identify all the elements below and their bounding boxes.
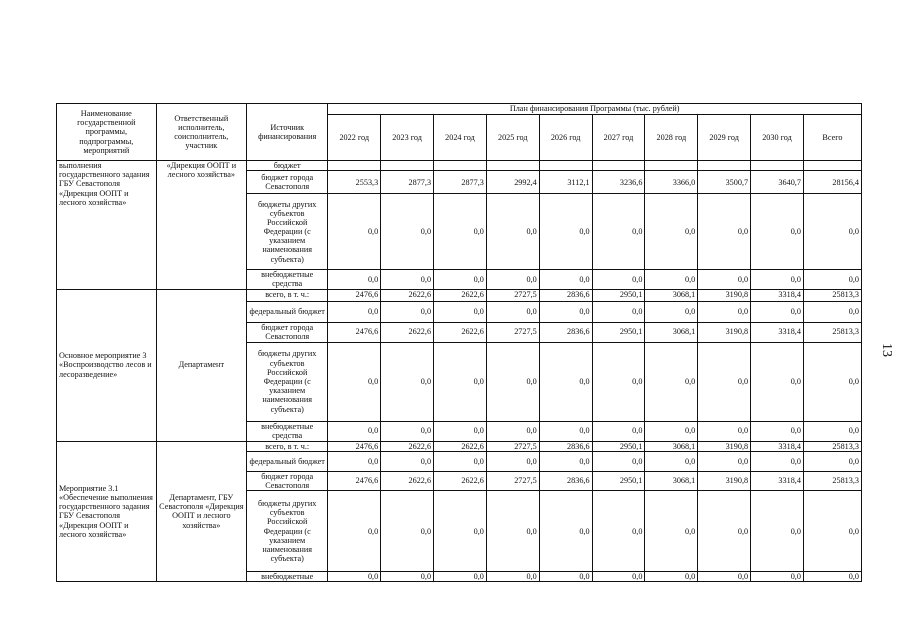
amount-cell: 0,0	[698, 451, 751, 471]
amount-cell: 0,0	[328, 301, 381, 322]
amount-cell: 0,0	[592, 451, 645, 471]
funding-source: всего, в т. ч.:	[247, 441, 328, 451]
funding-source: внебюджетные средства	[247, 270, 328, 289]
amount-cell: 3190,8	[698, 471, 751, 490]
table-row	[57, 161, 862, 171]
amount-cell: 2950,1	[592, 441, 645, 451]
amount-cell: 3318,4	[751, 441, 804, 451]
amount-cell: 0,0	[645, 451, 698, 471]
amount-cell: 0,0	[486, 301, 539, 322]
amount-cell: 0,0	[381, 451, 434, 471]
amount-cell: 0,0	[698, 342, 751, 421]
amount-cell	[539, 161, 592, 171]
amount-cell: 0,0	[539, 491, 592, 572]
header-year: 2029 год	[698, 115, 751, 161]
header-executor: Ответственный исполнитель, соисполнитель, участник	[156, 104, 246, 161]
amount-cell: 0,0	[803, 421, 861, 441]
amount-cell: 0,0	[803, 451, 861, 471]
amount-cell: 0,0	[434, 270, 487, 289]
header-year: 2023 год	[381, 115, 434, 161]
amount-cell: 0,0	[751, 491, 804, 572]
amount-cell	[751, 161, 804, 171]
program-name: Основное мероприятие 3 «Воспроизводство лесов и лесоразведение»	[57, 289, 157, 441]
amount-cell	[381, 161, 434, 171]
amount-cell: 0,0	[328, 491, 381, 572]
amount-cell: 0,0	[381, 572, 434, 582]
amount-cell: 0,0	[645, 421, 698, 441]
amount-cell: 0,0	[645, 572, 698, 582]
amount-cell: 2992,4	[486, 171, 539, 194]
page-number: 13	[879, 343, 894, 357]
amount-cell	[328, 161, 381, 171]
amount-cell: 0,0	[434, 301, 487, 322]
amount-cell: 25813,3	[803, 471, 861, 490]
amount-cell: 0,0	[751, 421, 804, 441]
amount-cell: 28156,4	[803, 171, 861, 194]
amount-cell: 0,0	[486, 194, 539, 270]
amount-cell: 2727,5	[486, 322, 539, 342]
amount-cell: 3190,8	[698, 441, 751, 451]
header-plan-title: План финансирования Программы (тыс. рублей)	[328, 104, 862, 115]
executor-name: Департамент	[156, 289, 246, 441]
header-year: 2025 год	[486, 115, 539, 161]
amount-cell: 3640,7	[751, 171, 804, 194]
amount-cell: 2836,6	[539, 441, 592, 451]
amount-cell: 0,0	[751, 270, 804, 289]
amount-cell: 3068,1	[645, 289, 698, 301]
funding-source: бюджет	[247, 161, 328, 171]
amount-cell: 2877,3	[434, 171, 487, 194]
amount-cell: 3318,4	[751, 289, 804, 301]
amount-cell: 2950,1	[592, 322, 645, 342]
amount-cell: 2950,1	[592, 289, 645, 301]
amount-cell: 2476,6	[328, 322, 381, 342]
amount-cell: 2950,1	[592, 471, 645, 490]
amount-cell: 2877,3	[381, 171, 434, 194]
amount-cell: 0,0	[592, 421, 645, 441]
amount-cell: 3318,4	[751, 471, 804, 490]
amount-cell: 0,0	[698, 491, 751, 572]
funding-source: федеральный бюджет	[247, 301, 328, 322]
amount-cell: 2476,6	[328, 289, 381, 301]
amount-cell: 0,0	[645, 491, 698, 572]
amount-cell: 0,0	[486, 270, 539, 289]
table-row	[57, 441, 862, 451]
amount-cell: 0,0	[381, 491, 434, 572]
amount-cell: 0,0	[328, 270, 381, 289]
amount-cell	[698, 161, 751, 171]
amount-cell: 0,0	[539, 421, 592, 441]
amount-cell: 0,0	[803, 572, 861, 582]
amount-cell: 0,0	[381, 421, 434, 441]
amount-cell: 0,0	[539, 342, 592, 421]
header-year: Всего	[803, 115, 861, 161]
amount-cell: 0,0	[803, 194, 861, 270]
amount-cell	[592, 161, 645, 171]
amount-cell: 3500,7	[698, 171, 751, 194]
amount-cell: 3068,1	[645, 441, 698, 451]
amount-cell: 0,0	[803, 270, 861, 289]
amount-cell: 3318,4	[751, 322, 804, 342]
amount-cell: 0,0	[592, 491, 645, 572]
header-year: 2022 год	[328, 115, 381, 161]
amount-cell: 2553,3	[328, 171, 381, 194]
amount-cell: 0,0	[486, 572, 539, 582]
amount-cell: 0,0	[434, 491, 487, 572]
amount-cell: 0,0	[328, 421, 381, 441]
amount-cell: 0,0	[698, 572, 751, 582]
amount-cell: 0,0	[486, 421, 539, 441]
amount-cell: 0,0	[751, 301, 804, 322]
funding-source: бюджет города Севастополя	[247, 171, 328, 194]
amount-cell: 25813,3	[803, 441, 861, 451]
header-year: 2026 год	[539, 115, 592, 161]
header-source: Источник финансирования	[247, 104, 328, 161]
amount-cell: 0,0	[803, 301, 861, 322]
amount-cell: 2836,6	[539, 322, 592, 342]
executor-name: Департамент, ГБУ Севастополя «Дирекция ООПТ и лесного хозяйства»	[156, 441, 246, 582]
amount-cell: 0,0	[645, 270, 698, 289]
amount-cell	[803, 161, 861, 171]
amount-cell: 2622,6	[381, 322, 434, 342]
header-year: 2030 год	[751, 115, 804, 161]
amount-cell	[434, 161, 487, 171]
amount-cell: 0,0	[539, 194, 592, 270]
amount-cell: 25813,3	[803, 289, 861, 301]
amount-cell	[486, 161, 539, 171]
funding-source: бюджеты других субъектов Российской Федерации (с указанием наименования субъекта)	[247, 194, 328, 270]
amount-cell: 25813,3	[803, 322, 861, 342]
amount-cell: 2727,5	[486, 441, 539, 451]
amount-cell: 2476,6	[328, 471, 381, 490]
amount-cell: 2622,6	[381, 471, 434, 490]
amount-cell: 0,0	[328, 342, 381, 421]
header-year: 2027 год	[592, 115, 645, 161]
funding-source: бюджеты других субъектов Российской Федерации (с указанием наименования субъекта)	[247, 342, 328, 421]
funding-source: бюджеты других субъектов Российской Федерации (с указанием наименования субъекта)	[247, 491, 328, 572]
amount-cell: 0,0	[803, 342, 861, 421]
amount-cell: 0,0	[751, 451, 804, 471]
amount-cell: 2476,6	[328, 441, 381, 451]
funding-source: бюджет города Севастополя	[247, 471, 328, 490]
amount-cell: 0,0	[592, 342, 645, 421]
amount-cell: 0,0	[328, 572, 381, 582]
amount-cell: 3190,8	[698, 289, 751, 301]
amount-cell: 0,0	[698, 421, 751, 441]
amount-cell: 3112,1	[539, 171, 592, 194]
executor-name: «Дирекция ООПТ и лесного хозяйства»	[156, 161, 246, 290]
amount-cell: 0,0	[434, 451, 487, 471]
program-name: Мероприятие 3.1 «Обеспечение выполнения государственного задания ГБУ Севастополя «Дирекция ООПТ и лесного хозяйства»	[57, 441, 157, 582]
amount-cell: 2622,6	[434, 322, 487, 342]
amount-cell: 0,0	[434, 342, 487, 421]
program-name: выполнения государственного задания ГБУ Севастополя «Дирекция ООПТ и лесного хозяйства»	[57, 161, 157, 290]
amount-cell: 3236,6	[592, 171, 645, 194]
funding-source: бюджет города Севастополя	[247, 322, 328, 342]
amount-cell	[645, 161, 698, 171]
amount-cell: 0,0	[328, 451, 381, 471]
amount-cell: 0,0	[592, 270, 645, 289]
amount-cell: 0,0	[592, 572, 645, 582]
amount-cell: 0,0	[434, 194, 487, 270]
amount-cell: 0,0	[698, 194, 751, 270]
amount-cell: 0,0	[486, 342, 539, 421]
amount-cell: 3068,1	[645, 322, 698, 342]
amount-cell: 3068,1	[645, 471, 698, 490]
amount-cell: 2622,6	[381, 289, 434, 301]
amount-cell: 2727,5	[486, 289, 539, 301]
amount-cell: 0,0	[486, 451, 539, 471]
amount-cell: 0,0	[751, 342, 804, 421]
amount-cell: 2622,6	[434, 289, 487, 301]
amount-cell: 0,0	[698, 301, 751, 322]
amount-cell: 2622,6	[434, 441, 487, 451]
funding-source: внебюджетные	[247, 572, 328, 582]
funding-source: всего, в т. ч.:	[247, 289, 328, 301]
amount-cell: 0,0	[645, 342, 698, 421]
amount-cell: 0,0	[486, 491, 539, 572]
amount-cell: 0,0	[645, 301, 698, 322]
amount-cell: 0,0	[592, 194, 645, 270]
header-year: 2024 год	[434, 115, 487, 161]
amount-cell: 0,0	[592, 301, 645, 322]
amount-cell: 2622,6	[434, 471, 487, 490]
amount-cell: 0,0	[751, 194, 804, 270]
amount-cell: 0,0	[539, 270, 592, 289]
amount-cell: 0,0	[751, 572, 804, 582]
amount-cell: 2727,5	[486, 471, 539, 490]
amount-cell: 0,0	[539, 301, 592, 322]
amount-cell: 0,0	[381, 194, 434, 270]
amount-cell: 3190,8	[698, 322, 751, 342]
amount-cell: 3366,0	[645, 171, 698, 194]
amount-cell: 0,0	[434, 572, 487, 582]
amount-cell: 0,0	[328, 194, 381, 270]
amount-cell: 0,0	[539, 572, 592, 582]
financing-table	[56, 103, 862, 582]
amount-cell: 0,0	[698, 270, 751, 289]
amount-cell: 0,0	[645, 194, 698, 270]
amount-cell: 0,0	[381, 270, 434, 289]
amount-cell: 2622,6	[381, 441, 434, 451]
amount-cell: 0,0	[434, 421, 487, 441]
amount-cell: 0,0	[381, 342, 434, 421]
funding-source: внебюджетные средства	[247, 421, 328, 441]
amount-cell: 2836,6	[539, 471, 592, 490]
header-program: Наименование государственной программы, подпрограммы, мероприятий	[57, 104, 157, 161]
amount-cell: 0,0	[803, 491, 861, 572]
amount-cell: 0,0	[539, 451, 592, 471]
table-row	[57, 289, 862, 301]
amount-cell: 0,0	[381, 301, 434, 322]
header-year: 2028 год	[645, 115, 698, 161]
amount-cell: 2836,6	[539, 289, 592, 301]
funding-source: федеральный бюджет	[247, 451, 328, 471]
